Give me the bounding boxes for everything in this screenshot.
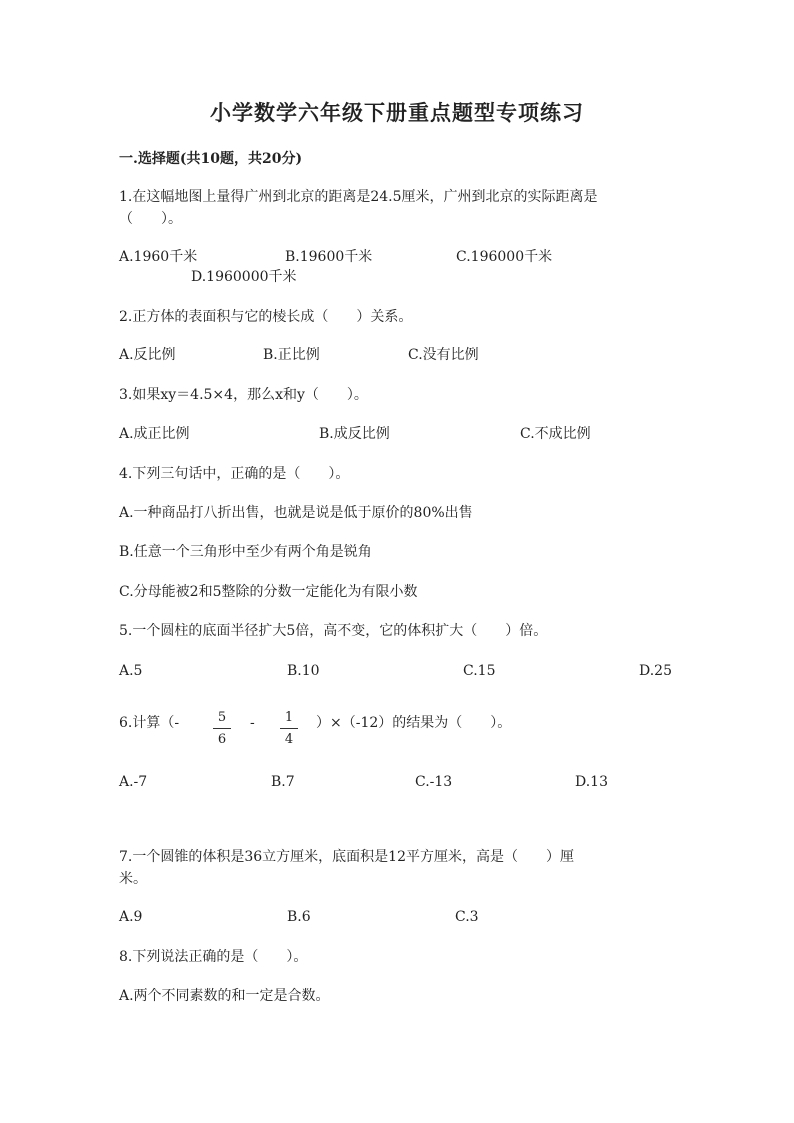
- question-1-line-2: （ ）。: [119, 211, 182, 227]
- question-4-option-c: C.分母能被2和5整除的分数一定能化为有限小数: [119, 584, 418, 600]
- question-4-text: 4.下列三句话中，正确的是（ ）。: [119, 466, 350, 482]
- question-5-option-c: C.15: [463, 663, 496, 679]
- question-7-option-a: A.9: [119, 909, 143, 925]
- question-5-option-a: A.5: [119, 663, 143, 679]
- question-6-option-b: B.7: [271, 774, 295, 790]
- question-4-option-b: B.任意一个三角形中至少有两个角是锐角: [119, 544, 372, 560]
- question-6-minus: -: [250, 715, 255, 731]
- question-2-text: 2.正方体的表面积与它的棱长成（ ）关系。: [119, 309, 413, 325]
- question-3-option-a: A.成正比例: [119, 426, 190, 442]
- page-title: 小学数学六年级下册重点题型专项练习: [210, 100, 584, 125]
- fraction-1-numerator: 5: [213, 710, 231, 729]
- fraction-2-numerator: 1: [280, 710, 298, 729]
- question-7-option-b: B.6: [287, 909, 311, 925]
- question-3-option-b: B.成反比例: [319, 426, 390, 442]
- question-1-option-c: C.196000千米: [456, 249, 553, 265]
- fraction-five-sixths: [213, 710, 231, 748]
- question-5-option-b: B.10: [287, 663, 320, 679]
- question-6-option-d: D.13: [575, 774, 608, 790]
- question-7-option-c: C.3: [455, 909, 479, 925]
- question-3-option-c: C.不成比例: [520, 426, 591, 442]
- question-1-option-a: A.1960千米: [119, 249, 198, 265]
- question-1-option-d: D.1960000千米: [191, 269, 297, 285]
- question-8-option-a: A.两个不同素数的和一定是合数。: [119, 988, 330, 1004]
- question-6-option-c: C.-13: [415, 774, 453, 790]
- section-heading: 一.选择题(共10题，共20分): [119, 151, 303, 167]
- question-7-line-1: 7.一个圆锥的体积是36立方厘米，底面积是12平方厘米，高是（ ）厘: [119, 849, 574, 865]
- question-2-option-b: B.正比例: [263, 347, 320, 363]
- question-1-option-b: B.19600千米: [285, 249, 373, 265]
- question-5-text: 5.一个圆柱的底面半径扩大5倍，高不变，它的体积扩大（ ）倍。: [119, 623, 548, 639]
- question-2-option-c: C.没有比例: [408, 347, 479, 363]
- question-2-option-a: A.反比例: [119, 347, 176, 363]
- fraction-one-quarter: [280, 710, 298, 748]
- question-5-option-d: D.25: [639, 663, 672, 679]
- question-4-option-a: A.一种商品打八折出售，也就是说是低于原价的80%出售: [119, 505, 473, 521]
- question-7-line-2: 米。: [119, 871, 147, 887]
- question-8-text: 8.下列说法正确的是（ ）。: [119, 949, 308, 965]
- fraction-1-denominator: 6: [217, 732, 227, 747]
- fraction-2-denominator: 4: [284, 732, 294, 747]
- question-6-option-a: A.-7: [119, 774, 148, 790]
- question-6-suffix: ）×（-12）的结果为（ ）。: [316, 715, 512, 731]
- question-6-prefix: 6.计算（-: [119, 715, 180, 731]
- question-1-line-1: 1.在这幅地图上量得广州到北京的距离是24.5厘米，广州到北京的实际距离是: [119, 189, 598, 205]
- question-3-text: 3.如果xy＝4.5×4，那么x和y（ ）。: [119, 387, 368, 403]
